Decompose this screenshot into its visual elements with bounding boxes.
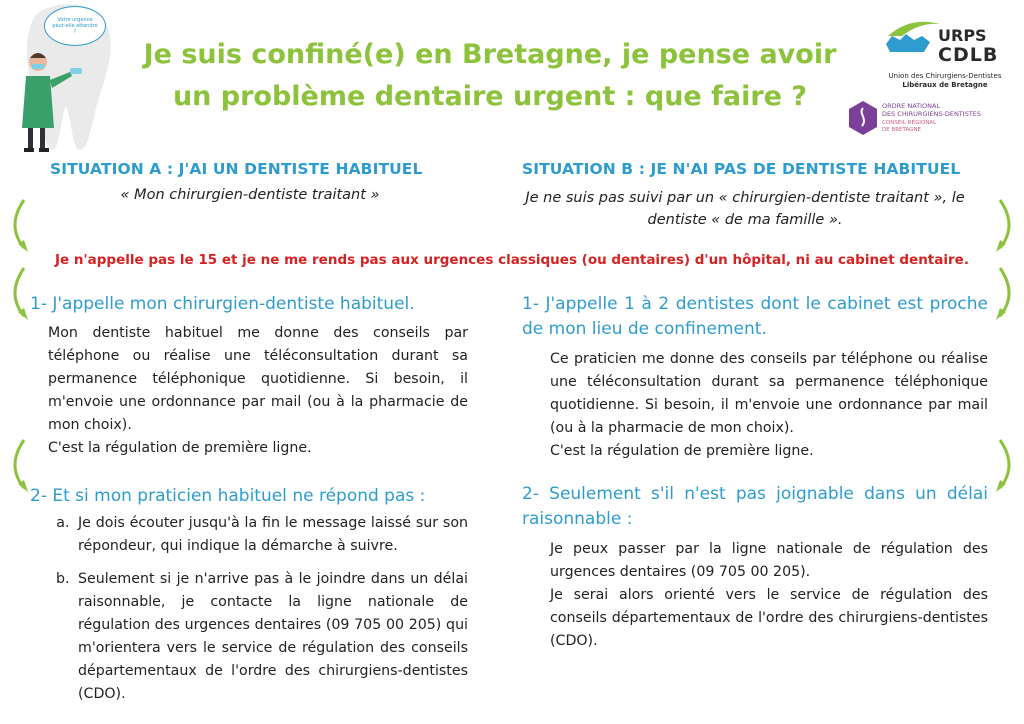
urps-caption1: Union des Chirurgiens-Dentistes — [888, 72, 1002, 80]
col-b-step1-title: 1- J'appelle 1 à 2 dentistes dont le cabinet est proche de mon lieu de confinement. — [522, 294, 988, 339]
ordre-line4: DE BRETAGNE — [882, 127, 921, 133]
warning-banner — [0, 252, 1024, 268]
col-a-step2-title: 2- Et si mon praticien habituel ne répond pas : — [30, 486, 426, 506]
page-title — [110, 34, 870, 118]
title-line-2: un problème dentaire urgent : que faire ? — [172, 81, 808, 112]
col-b-step2-text2: Je serai alors orienté vers le service de régulation des conseils départementaux de l'ordre des chirurgiens-dentistes (CDO). — [550, 587, 988, 649]
col-b-step1-note: C'est la régulation de première ligne. — [550, 443, 814, 459]
ordre-logo — [848, 100, 1018, 144]
ordre-line2: DES CHIRURGIENS-DENTISTES — [882, 110, 982, 118]
arrow-right-top-icon — [994, 196, 1020, 258]
arrow-right-low-icon — [994, 436, 1020, 498]
urps-caption2: Libéraux de Bretagne — [902, 81, 988, 89]
situation-a-heading: SITUATION A : J'AI UN DENTISTE HABITUEL — [50, 160, 423, 178]
situation-b-subtitle — [500, 187, 990, 231]
bubble-text: Votre urgence peut-elle attendre ? — [52, 17, 98, 35]
warning-text: Je n'appelle pas le 15 et je ne me rends pas aux urgences classiques (ou dentaires) d'un hôpital, ni au cabinet dentaire — [55, 252, 964, 268]
arrow-left-low-icon — [4, 436, 30, 498]
urps-line2: CDLB — [938, 44, 999, 66]
ordre-line3: CONSEIL RÉGIONAL — [882, 120, 937, 126]
warning-end: . — [963, 252, 969, 268]
situation-a-subtitle: « Mon chirurgien-dentiste traitant » — [120, 187, 380, 203]
col-a-step2-body — [48, 512, 468, 716]
col-b-step2-body — [550, 538, 988, 653]
col-a-step2-item-a: a. Je dois écouter jusqu'à la fin le message laissé sur son répondeur, qui indique la démarche à suivre. — [74, 512, 468, 558]
col-b-step2-text1: Je peux passer par la ligne nationale de régulation des urgences dentaires (09 705 00 205). — [550, 541, 988, 580]
col-a-step1-text: Mon dentiste habituel me donne des conseils par téléphone ou réalise une téléconsultation durant sa permanence téléphonique quotidienne. Si besoin, il m'envoie une ordonnance par mail (ou à la pharmacie de mon choix). — [48, 325, 468, 433]
arrow-left-mid-icon — [4, 264, 30, 326]
urps-logo — [880, 14, 1010, 104]
arrow-right-mid-icon — [994, 264, 1020, 326]
ordre-line1: ORDRE NATIONAL — [882, 102, 941, 110]
col-a-step2-list — [48, 512, 468, 706]
situation-b-heading: SITUATION B : JE N'AI PAS DE DENTISTE HABITUEL — [522, 160, 961, 178]
arrow-left-top-icon — [4, 196, 30, 258]
col-b-step1-body — [550, 348, 988, 463]
col-a-step1-note: C'est la régulation de première ligne. — [48, 440, 312, 456]
col-a-step2-item-b: b. Seulement si je n'arrive pas à le joindre dans un délai raisonnable, je contacte la ligne nationale de régulation des urgences dentaires (09 705 00 205) qui m'orientera vers le service de régulation des conseils départementaux de l'ordre des chirurgiens-dentistes (CDO). — [74, 568, 468, 706]
situation-b-subtitle-line2: dentiste « de ma famille ». — [647, 212, 843, 228]
col-b-step1-text: Ce praticien me donne des conseils par téléphone ou réalise une téléconsultation durant sa permanence téléphonique quotidienne. Si besoin, il m'envoie une ordonnance par mail (ou à la pharmacie de mon choix). — [550, 351, 988, 436]
col-a-step1-title: 1- J'appelle mon chirurgien-dentiste habituel. — [30, 294, 415, 314]
col-a-step1-body — [48, 322, 468, 460]
situation-b-subtitle-line1: Je ne suis pas suivi par un « chirurgien-dentiste traitant », le — [525, 190, 965, 206]
speech-bubble — [44, 6, 106, 46]
col-b-step2-title: 2- Seulement s'il n'est pas joignable dans un délai raisonnable : — [522, 484, 988, 529]
title-line-1: Je suis confiné(e) en Bretagne, je pense avoir — [143, 39, 837, 70]
urps-line1: URPS — [938, 26, 987, 45]
